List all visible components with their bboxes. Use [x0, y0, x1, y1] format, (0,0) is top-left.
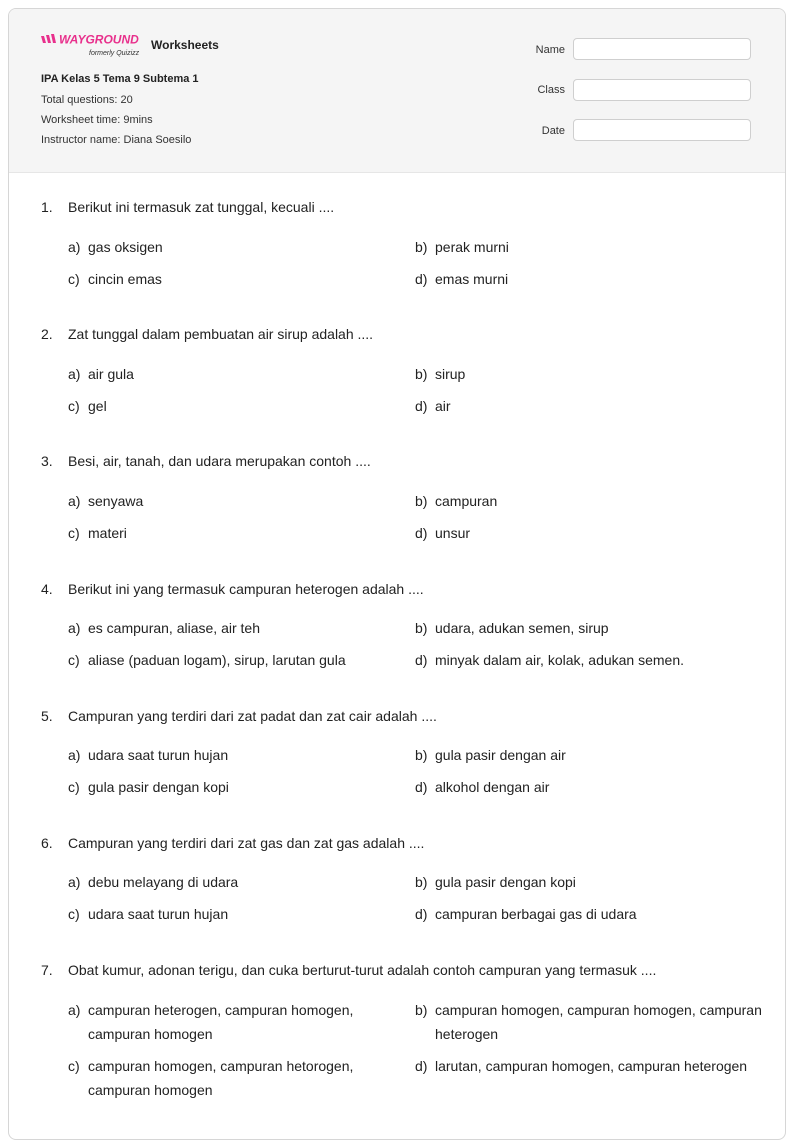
logo-subtitle: formerly Quizizz	[89, 50, 140, 57]
option-letter: b)	[415, 239, 428, 255]
option-letter: a)	[68, 747, 81, 763]
option-letter: a)	[68, 239, 81, 255]
option-text: udara saat turun hujan	[88, 747, 229, 763]
option-text: perak murni	[435, 239, 509, 255]
option-letter: c)	[68, 652, 80, 668]
option-letter: c)	[68, 906, 80, 922]
date-field[interactable]	[573, 119, 751, 141]
option-text: campuran homogen, campuran hetorogen, campuran homogen	[88, 1058, 354, 1098]
option-text: gel	[88, 398, 107, 414]
option-letter: b)	[415, 620, 428, 636]
option-text: aliase (paduan logam), sirup, larutan gula	[88, 652, 346, 668]
option-text: alkohol dengan air	[435, 779, 550, 795]
option-text: gula pasir dengan air	[435, 747, 566, 763]
option-letter: d)	[415, 398, 428, 414]
option-letter: b)	[415, 366, 428, 382]
option-text: unsur	[435, 525, 471, 541]
option-text: senyawa	[88, 493, 144, 509]
option-letter: a)	[68, 493, 81, 509]
question-text: Besi, air, tanah, dan udara merupakan contoh ....	[68, 453, 371, 469]
option-text: gas oksigen	[88, 239, 163, 255]
option-letter: a)	[68, 620, 81, 636]
option-text: sirup	[435, 366, 466, 382]
option-letter: d)	[415, 1058, 428, 1074]
worksheet-page	[8, 8, 786, 1140]
question-number: 5.	[41, 708, 53, 724]
option-text: campuran homogen, campuran homogen, campuran heterogen	[435, 1002, 762, 1042]
question-text: Berikut ini termasuk zat tunggal, kecuali ....	[68, 199, 335, 215]
option-text: air	[435, 398, 451, 414]
name-label: Name	[535, 44, 565, 56]
option-text: campuran heterogen, campuran homogen, campuran homogen	[88, 1002, 354, 1042]
total-questions: Total questions: 20	[41, 94, 133, 106]
option-text: campuran berbagai gas di udara	[435, 906, 637, 922]
date-label: Date	[541, 125, 565, 137]
question-text: Campuran yang terdiri dari zat padat dan zat cair adalah ....	[68, 708, 437, 724]
wayground-logo	[40, 32, 144, 58]
option-letter: d)	[415, 271, 428, 287]
question-number: 2.	[41, 326, 53, 342]
option-letter: d)	[415, 525, 428, 541]
question-number: 6.	[41, 835, 53, 851]
question-number: 7.	[41, 962, 53, 978]
question-number: 3.	[41, 453, 53, 469]
option-letter: b)	[415, 874, 428, 890]
name-field[interactable]	[573, 38, 751, 60]
worksheet-time: Worksheet time: 9mins	[41, 114, 153, 126]
option-letter: c)	[68, 398, 80, 414]
option-text: udara saat turun hujan	[88, 906, 229, 922]
question-number: 4.	[41, 581, 53, 597]
option-text: gula pasir dengan kopi	[88, 779, 229, 795]
option-text: campuran	[435, 493, 498, 509]
brand-title: Worksheets	[151, 38, 219, 52]
option-letter: b)	[415, 493, 428, 509]
question-number: 1.	[41, 199, 53, 215]
option-text: emas murni	[435, 271, 509, 287]
option-letter: a)	[68, 1002, 81, 1018]
question-text: Zat tunggal dalam pembuatan air sirup adalah ....	[68, 326, 374, 342]
question-text: Berikut ini yang termasuk campuran heterogen adalah ....	[68, 581, 424, 597]
option-letter: c)	[68, 271, 80, 287]
logo-wordmark: WAYGROUND	[59, 32, 139, 47]
option-letter: c)	[68, 1058, 80, 1074]
option-text: minyak dalam air, kolak, adukan semen.	[435, 652, 685, 668]
option-text: cincin emas	[88, 271, 162, 287]
option-text: debu melayang di udara	[88, 874, 239, 890]
option-letter: c)	[68, 779, 80, 795]
option-text: larutan, campuran homogen, campuran heterogen	[435, 1058, 748, 1074]
option-letter: d)	[415, 906, 428, 922]
question-text: Campuran yang terdiri dari zat gas dan zat gas adalah ....	[68, 835, 425, 851]
option-letter: b)	[415, 747, 428, 763]
option-letter: a)	[68, 874, 81, 890]
option-text: air gula	[88, 366, 134, 382]
option-letter: d)	[415, 652, 428, 668]
option-text: es campuran, aliase, air teh	[88, 620, 260, 636]
option-letter: c)	[68, 525, 80, 541]
option-letter: a)	[68, 366, 81, 382]
question-text: Obat kumur, adonan terigu, dan cuka berturut-turut adalah contoh campuran yang termasuk ....	[68, 962, 657, 978]
class-label: Class	[537, 84, 565, 96]
option-text: materi	[88, 525, 127, 541]
instructor-name: Instructor name: Diana Soesilo	[41, 134, 192, 146]
option-letter: b)	[415, 1002, 428, 1018]
worksheet-title: IPA Kelas 5 Tema 9 Subtema 1	[41, 73, 199, 85]
option-letter: d)	[415, 779, 428, 795]
option-text: gula pasir dengan kopi	[435, 874, 576, 890]
option-text: udara, adukan semen, sirup	[435, 620, 609, 636]
class-field[interactable]	[573, 79, 751, 101]
worksheet-header	[9, 9, 785, 173]
